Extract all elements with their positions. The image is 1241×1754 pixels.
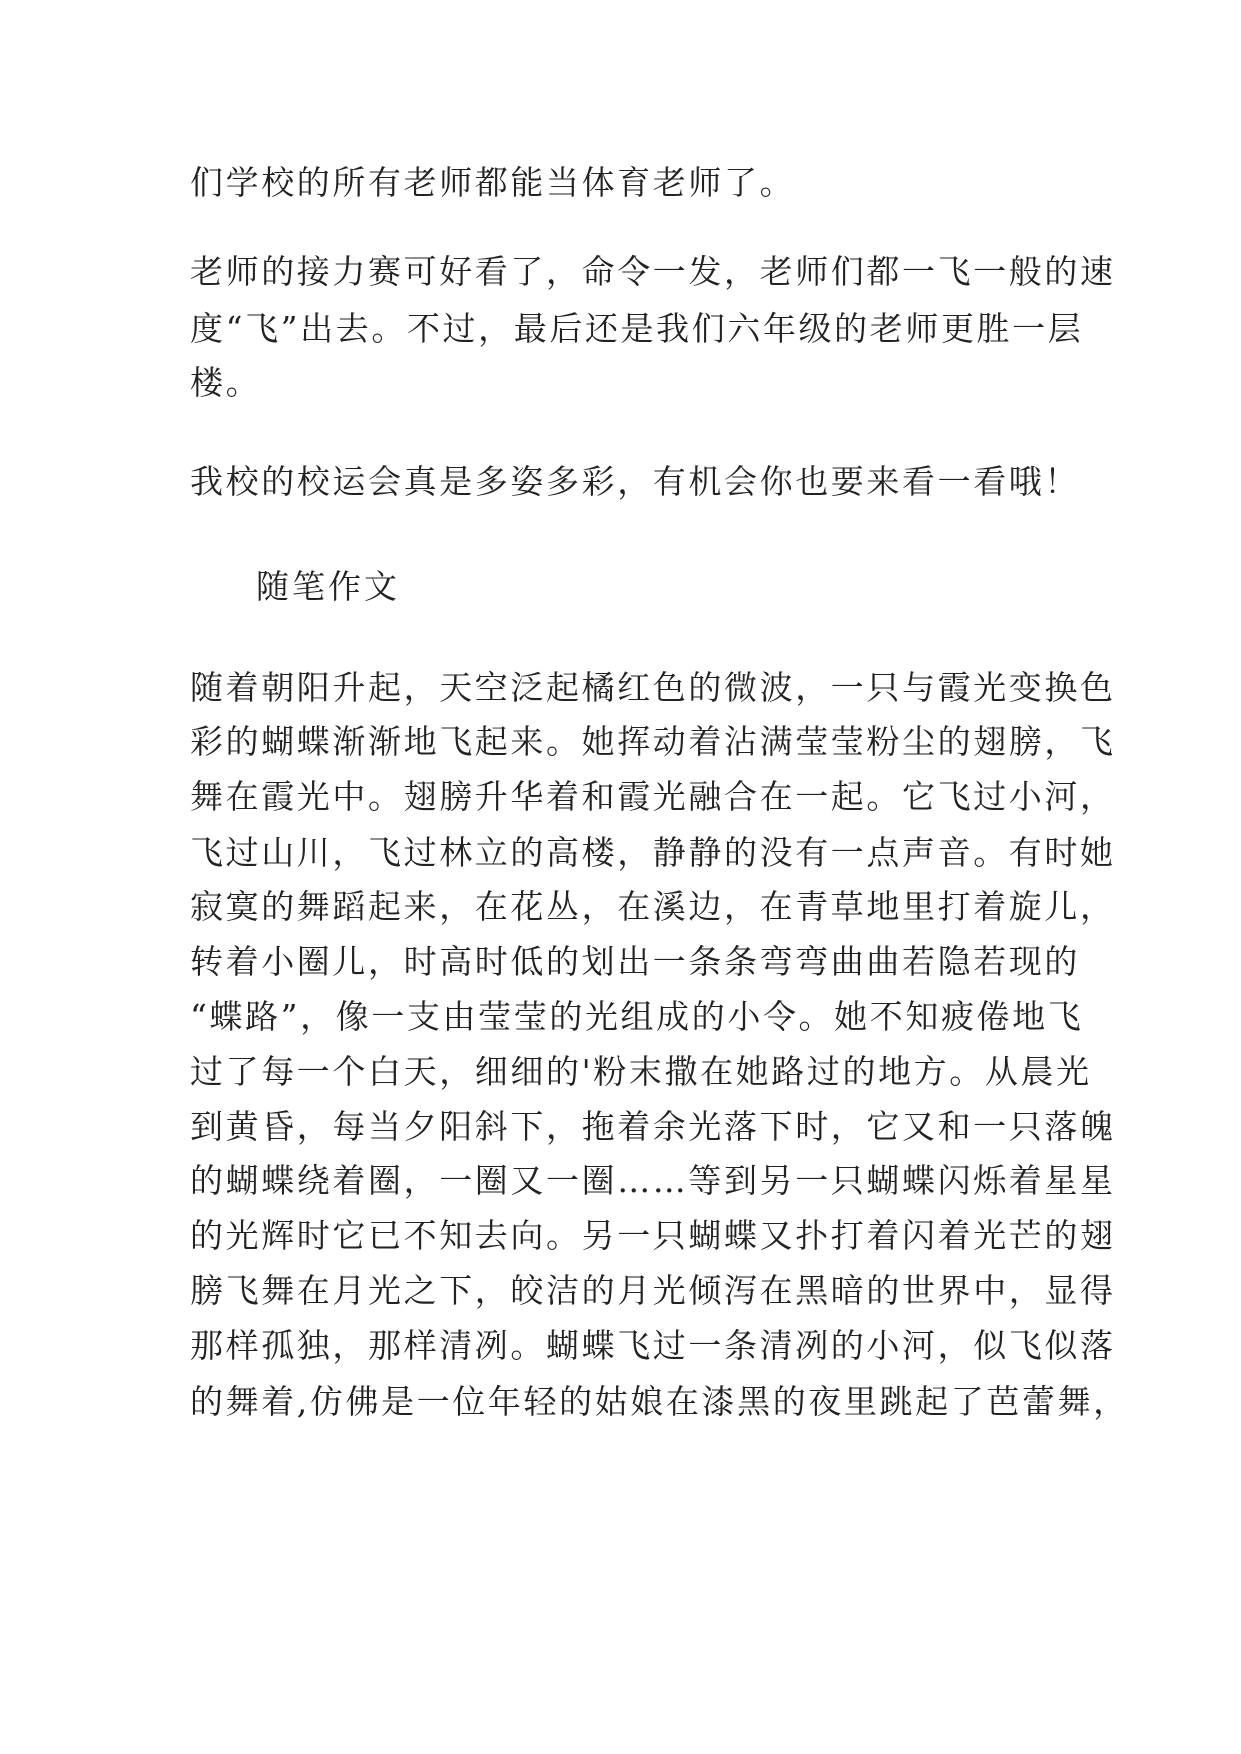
paragraph-line: 转着小圈儿，时高时低的划出一条条弯弯曲曲若隐若现的 (190, 942, 1080, 981)
paragraph-line: 到黄昏，每当夕阳斜下，拖着余光落下时，它又和一只落魄 (190, 1107, 1116, 1146)
paragraph-line: 舞在霞光中。翅膀升华着和霞光融合在一起。它飞过小河， (190, 777, 1116, 816)
paragraph-line: 过了每一个白天，细细的'粉末撒在她路过的地方。从晨光 (190, 1052, 1092, 1091)
paragraph-line: 老师的接力赛可好看了，命令一发，老师们都一飞一般的速 (190, 252, 1116, 291)
paragraph-line: 随着朝阳升起，天空泛起橘红色的微波，一只与霞光变换色 (190, 668, 1116, 707)
paragraph-line: 们学校的所有老师都能当体育老师了。 (190, 163, 796, 202)
paragraph-line: 楼。 (190, 363, 262, 402)
paragraph-line: 的光辉时它已不知去向。另一只蝴蝶又扑打着闪着光芒的翅 (190, 1216, 1116, 1255)
paragraph-line: 的舞着,仿佛是一位年轻的姑娘在漆黑的夜里跳起了芭蕾舞， (190, 1382, 1129, 1421)
paragraph-line: 彩的蝴蝶渐渐地飞起来。她挥动着沾满莹莹粉尘的翅膀，飞 (190, 722, 1116, 761)
paragraph-line: “蝶路”，像一支由莹莹的光组成的小令。她不知疲倦地飞 (190, 997, 1084, 1036)
paragraph-line: 那样孤独，那样清冽。蝴蝶飞过一条清冽的小河，似飞似落 (190, 1326, 1116, 1365)
paragraph-line: 寂寞的舞蹈起来，在花丛，在溪边，在青草地里打着旋儿， (190, 887, 1116, 926)
paragraph-line: 飞过山川，飞过林立的高楼，静静的没有一点声音。有时她 (190, 833, 1116, 872)
paragraph-line: 的蝴蝶绕着圈，一圈又一圈……等到另一只蝴蝶闪烁着星星 (190, 1161, 1116, 1200)
paragraph-line: 膀飞舞在月光之下，皎洁的月光倾泻在黑暗的世界中，显得 (190, 1271, 1116, 1310)
section-heading: 随笔作文 (256, 567, 400, 606)
paragraph-line: 度“飞”出去。不过，最后还是我们六年级的老师更胜一层 (190, 309, 1084, 348)
paragraph-line: 我校的校运会真是多姿多彩，有机会你也要来看一看哦！ (190, 462, 1080, 501)
